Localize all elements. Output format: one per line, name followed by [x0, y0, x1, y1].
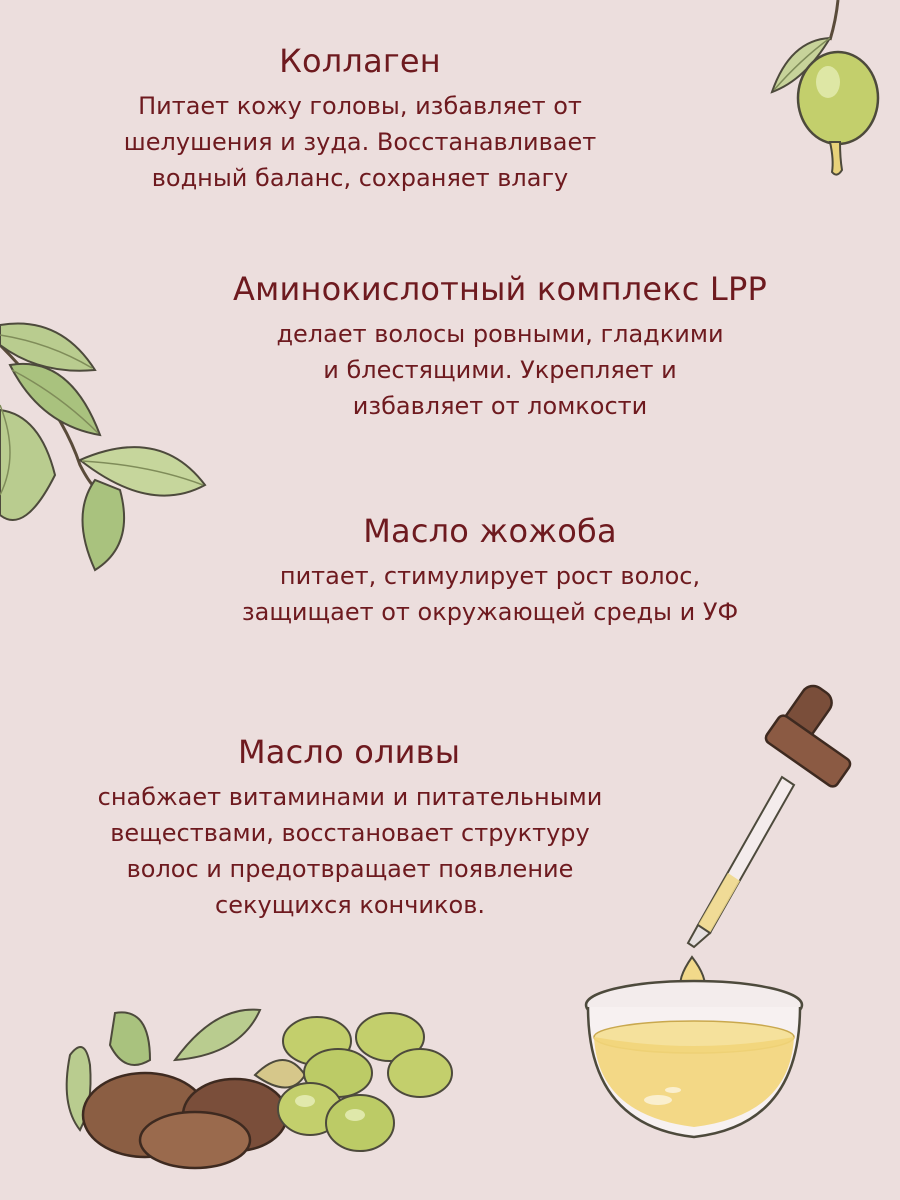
section-collagen [80, 42, 640, 196]
section-title: Коллаген [279, 42, 441, 80]
section-title: Масло оливы [238, 733, 461, 771]
nuts-and-olives-icon [55, 1005, 465, 1175]
section-text-line: снабжает витаминами и питательными [97, 783, 603, 812]
section-jojoba-oil [160, 512, 820, 630]
section-text-line: водный баланс, сохраняет влагу [151, 164, 569, 193]
section-text-line: Питает кожу головы, избавляет от [138, 92, 582, 121]
section-text-line: секущихся кончиков. [215, 891, 485, 920]
section-olive-oil [50, 733, 650, 923]
section-text-line: защищает от окружающей среды и УФ [241, 598, 739, 627]
section-title: Аминокислотный комплекс LPP [233, 270, 767, 308]
section-text-line: веществами, восстановает структуру [110, 819, 590, 848]
section-text-line: волос и предотвращает появление [126, 855, 574, 884]
section-text-line: избавляет от ломкости [352, 392, 648, 421]
olive-branch-icon [760, 0, 890, 185]
oil-bowl-icon [578, 975, 810, 1150]
section-amino-complex [170, 270, 830, 424]
section-title: Масло жожоба [363, 512, 617, 550]
leaf-branch-icon [0, 315, 210, 585]
section-text-line: делает волосы ровными, гладкими [276, 320, 724, 349]
section-text-line: и блестящими. Укрепляет и [323, 356, 677, 385]
section-text-line: шелушения и зуда. Восстанавливает [123, 128, 597, 157]
section-text-line: питает, стимулирует рост волос, [279, 562, 701, 591]
dropper-icon [670, 675, 870, 1005]
